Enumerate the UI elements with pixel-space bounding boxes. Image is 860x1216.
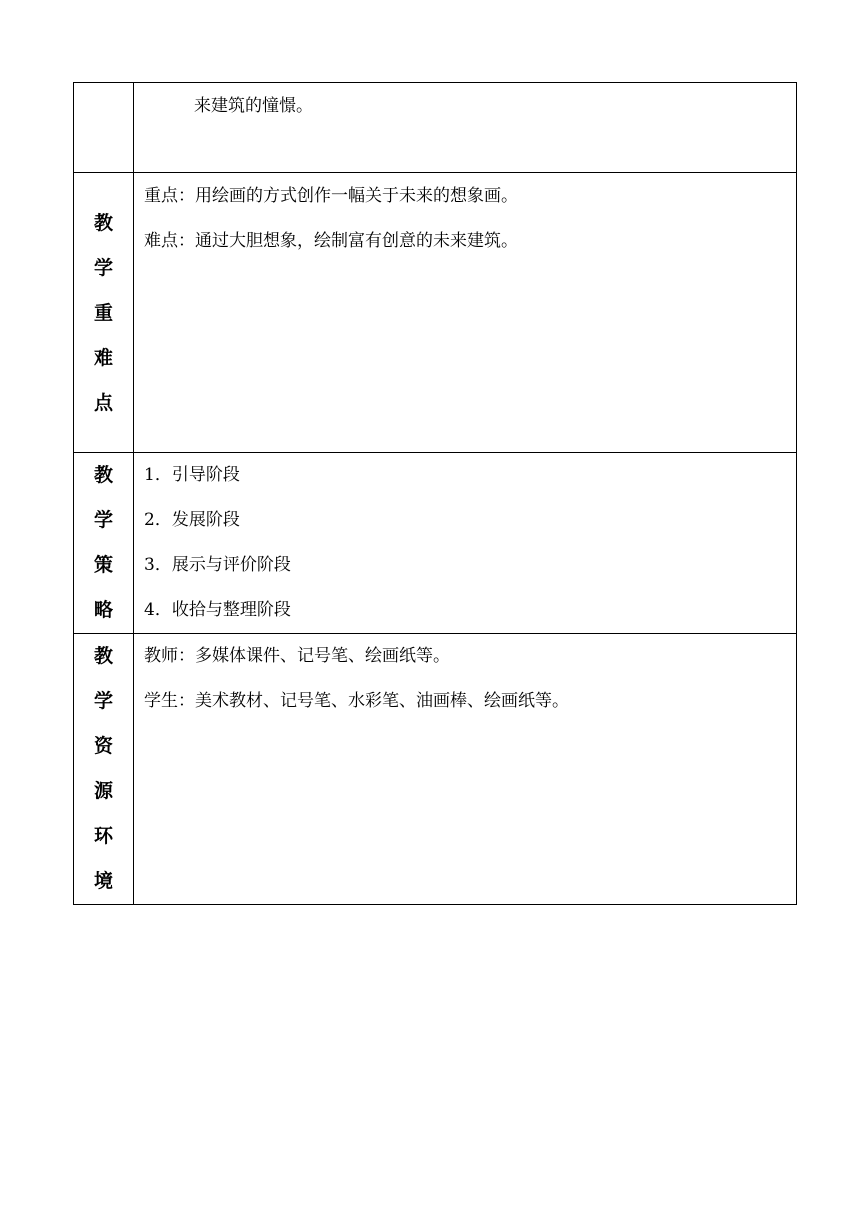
- table-row: [74, 634, 797, 905]
- strategy-line: 2．发展阶段: [144, 510, 240, 530]
- row-label-char: 难: [93, 347, 113, 369]
- row-label-char: 环: [93, 825, 113, 847]
- row-label-char: 略: [93, 599, 113, 621]
- row-label-char: 策: [93, 554, 113, 576]
- row-label-cell: [74, 453, 134, 634]
- row-label-cell: [74, 173, 134, 453]
- resource-line: 教师：多媒体课件、记号笔、绘画纸等。: [144, 646, 450, 666]
- row-label-char: 学: [93, 257, 113, 279]
- row-label-char: 资: [93, 735, 113, 757]
- table-row: [74, 453, 797, 634]
- row-label-char: 源: [93, 780, 113, 802]
- row-content-cell: [134, 634, 797, 905]
- row-label-char: 教: [93, 464, 113, 486]
- row-label-char: 点: [93, 392, 113, 414]
- content-line: 来建筑的憧憬。: [194, 96, 313, 116]
- table-row: [74, 83, 797, 173]
- row-label-char: 重: [93, 302, 113, 324]
- row-content-cell: [134, 83, 797, 173]
- row-label-cell: [74, 634, 134, 905]
- row-content-cell: [134, 453, 797, 634]
- row-label-char: 教: [93, 645, 113, 667]
- row-label-char: 学: [93, 509, 113, 531]
- strategy-line: 1．引导阶段: [144, 465, 240, 485]
- table-row: [74, 173, 797, 453]
- row-label-char: 学: [93, 690, 113, 712]
- strategy-line: 4．收拾与整理阶段: [144, 600, 291, 620]
- row-content-cell: [134, 173, 797, 453]
- key-point-line: 重点：用绘画的方式创作一幅关于未来的想象画。: [144, 186, 518, 206]
- difficulty-line: 难点：通过大胆想象，绘制富有创意的未来建筑。: [144, 231, 518, 251]
- row-label-cell: [74, 83, 134, 173]
- row-label-char: 教: [93, 212, 113, 234]
- row-label-char: 境: [93, 870, 113, 892]
- lesson-plan-table: [73, 82, 797, 905]
- strategy-line: 3．展示与评价阶段: [144, 555, 291, 575]
- resource-line: 学生：美术教材、记号笔、水彩笔、油画棒、绘画纸等。: [144, 691, 569, 711]
